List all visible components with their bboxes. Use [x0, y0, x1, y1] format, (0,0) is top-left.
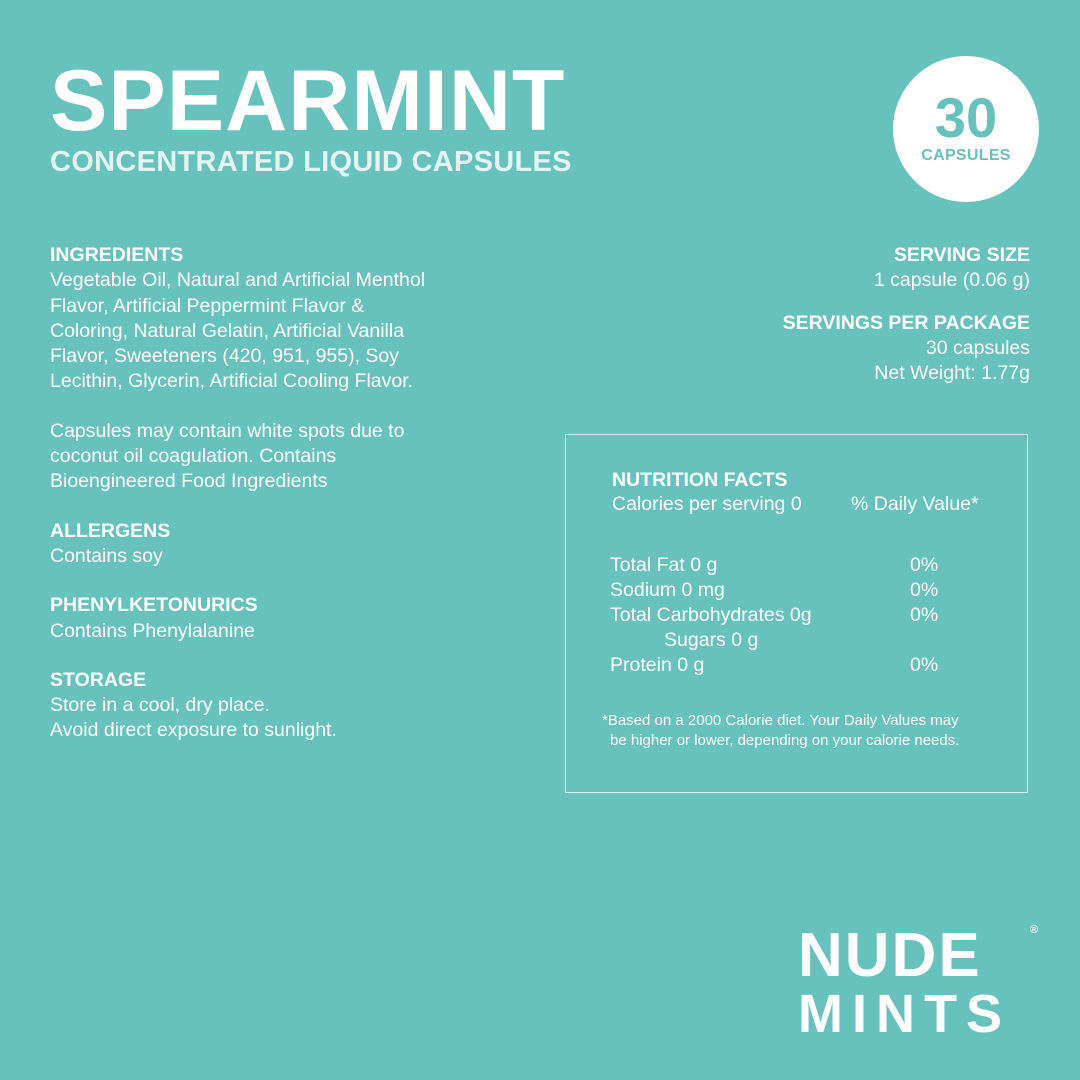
net-weight: Net Weight: 1.77g — [874, 362, 1030, 384]
nutrient-name: Sodium 0 mg — [610, 579, 725, 601]
capsule-count-label: CAPSULES — [921, 147, 1011, 164]
storage-heading: STORAGE — [50, 668, 147, 691]
servings-block — [630, 311, 1030, 386]
nutrition-facts-panel — [565, 434, 1028, 793]
servings-heading: SERVINGS PER PACKAGE — [782, 312, 1030, 334]
nutrient-row — [610, 553, 950, 578]
coagulation-note — [50, 419, 430, 495]
phenylketonurics-heading: PHENYLKETONURICS — [50, 594, 258, 617]
brand-logo — [798, 921, 1039, 1044]
serving-size-heading: SERVING SIZE — [893, 244, 1030, 266]
note-text: Capsules may contain white spots due to coconut oil coagulation. Contains Bioengineered Food Ingredients — [50, 419, 405, 493]
nutrient-row — [610, 603, 950, 628]
logo-line-1: NUDE — [798, 921, 982, 990]
daily-value-footnote — [602, 711, 1002, 751]
nutrient-row — [610, 628, 950, 653]
allergens-text: Contains soy — [50, 544, 163, 567]
nutrient-row — [610, 578, 950, 603]
allergens-heading: ALLERGENS — [50, 519, 171, 542]
serving-size-block — [630, 243, 1030, 293]
nutrient-dv: 0% — [910, 554, 939, 576]
nutrient-name: Total Fat 0 g — [610, 554, 718, 576]
serving-size-value: 1 capsule (0.06 g) — [873, 269, 1030, 291]
calories-per-serving: Calories per serving 0 — [612, 493, 802, 515]
serving-info — [630, 243, 1030, 404]
nutrition-facts-title: NUTRITION FACTS — [612, 469, 788, 491]
ingredients-section — [50, 243, 430, 395]
servings-value: 30 capsules — [925, 337, 1030, 359]
footnote-line-1: *Based on a 2000 Calorie diet. Your Daily Values may — [602, 712, 959, 729]
phenylketonurics-text: Contains Phenylalanine — [50, 619, 255, 642]
nutrient-name: Sugars 0 g — [664, 629, 759, 651]
storage-line-1: Store in a cool, dry place. — [50, 694, 271, 717]
product-info-column — [50, 243, 430, 768]
ingredients-text: Vegetable Oil, Natural and Artificial Menthol Flavor, Artificial Peppermint Flavor & Coloring, Natural Gelatin, Artificial Vanilla Flavor, Sweeteners (420, 951, 955), Soy Lecithin, Glycerin, Artificial Cooling Flavor. — [50, 269, 426, 393]
storage-line-2: Avoid direct exposure to sunlight. — [50, 719, 337, 742]
nutrient-name: Protein 0 g — [610, 654, 705, 676]
daily-value-header: % Daily Value* — [851, 493, 979, 515]
nutrient-dv: 0% — [910, 654, 939, 676]
logo-line-2: MINTS — [798, 984, 1011, 1044]
nutrient-dv — [910, 628, 950, 653]
allergens-section — [50, 519, 430, 570]
nutrient-row — [610, 653, 950, 678]
ingredients-heading: INGREDIENTS — [50, 244, 184, 266]
nutrient-list — [610, 553, 950, 678]
phenylketonurics-section — [50, 593, 430, 644]
capsule-count-badge — [893, 56, 1039, 202]
capsule-count: 30 — [934, 86, 998, 149]
footnote-line-2: be higher or lower, depending on your calorie needs. — [610, 732, 960, 749]
nutrient-dv: 0% — [910, 604, 939, 626]
product-title: SPEARMINT — [50, 53, 566, 149]
nutrient-name: Total Carbohydrates 0g — [610, 604, 812, 626]
registered-mark: ® — [1030, 924, 1039, 936]
nutrient-dv: 0% — [910, 579, 939, 601]
product-subtitle: CONCENTRATED LIQUID CAPSULES — [50, 146, 572, 178]
storage-section — [50, 668, 430, 744]
